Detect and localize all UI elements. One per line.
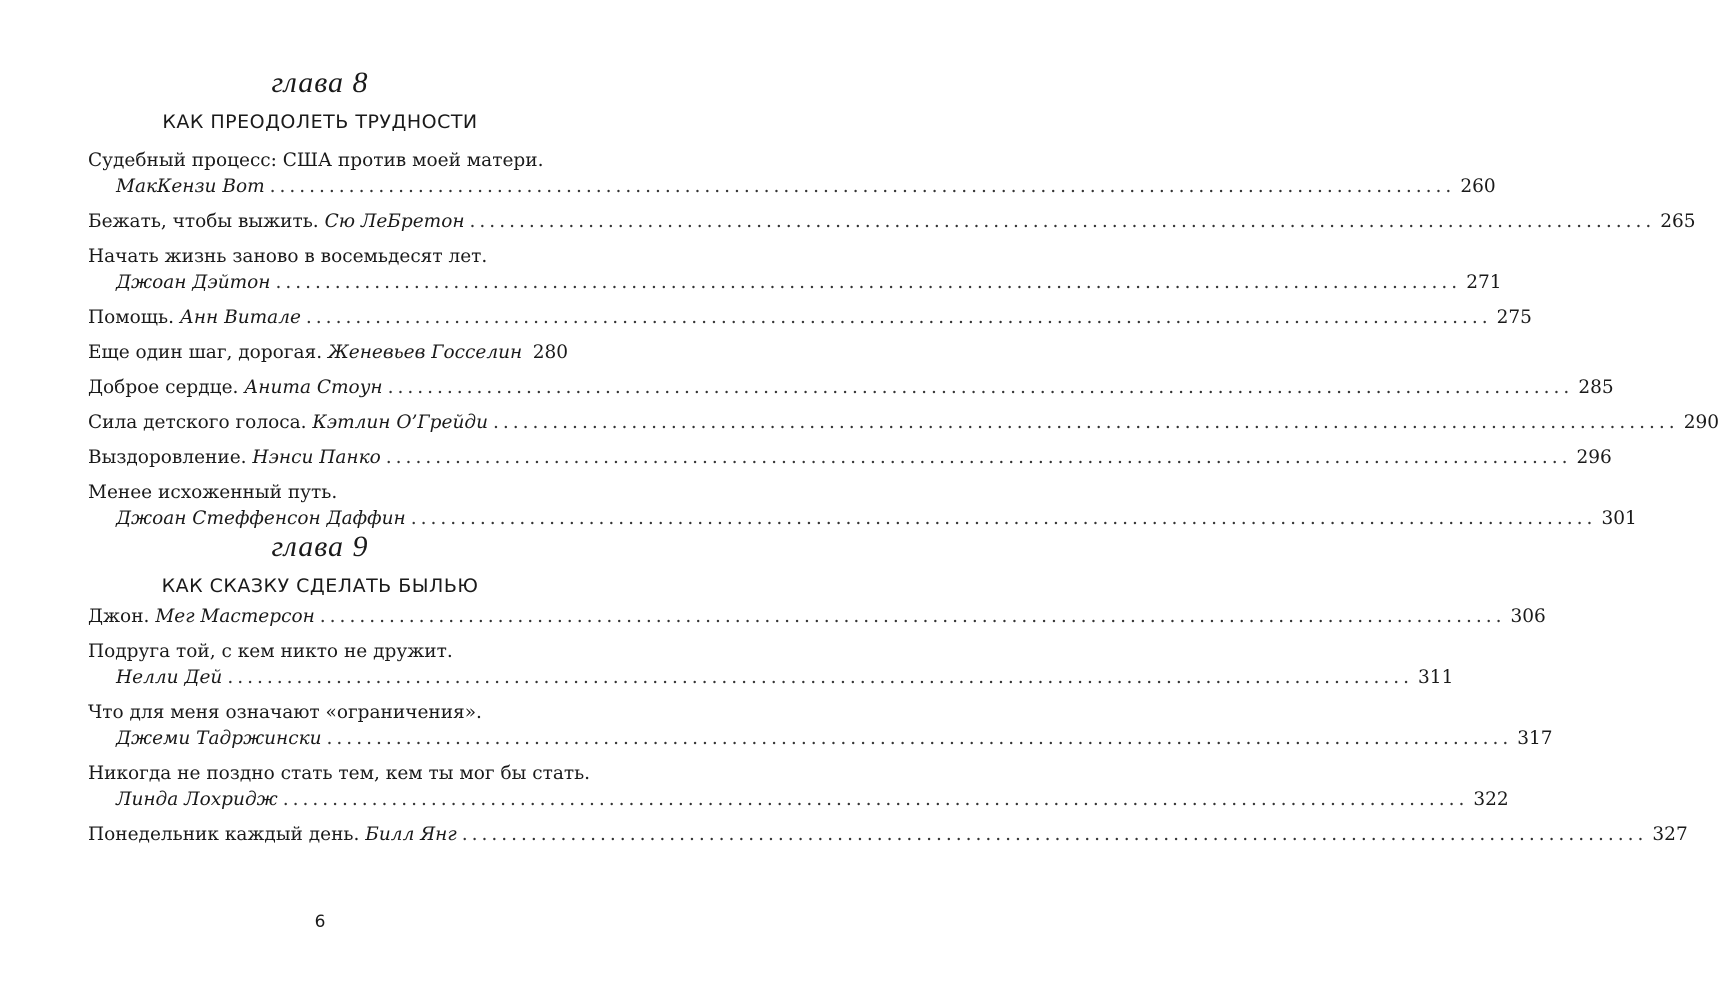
entry-page: 322 [1473, 789, 1509, 810]
entry-title: Сила детского голоса. [88, 412, 307, 433]
leader-dots: ........................................................................................................................ [461, 824, 1648, 845]
chapter-8-toc [88, 148, 1719, 541]
leader-dots: ........................................................................................................................ [282, 789, 1469, 810]
entry-title: Начать жизнь заново в восемьдесят лет. [88, 246, 488, 267]
toc-entry[interactable] [88, 375, 1614, 401]
entry-author: Джоан Дэйтон [116, 272, 271, 293]
toc-entry[interactable] [88, 639, 1454, 691]
entry-page: 317 [1517, 728, 1553, 749]
entry-author: Кэтлин О’Грейди [312, 412, 489, 433]
leader-dots: ........................................................................................................................ [469, 211, 1656, 232]
entry-author: Билл Янг [365, 824, 457, 845]
toc-entry[interactable] [88, 445, 1612, 471]
toc-entry[interactable] [88, 480, 1637, 532]
entry-author: Нелли Дей [116, 667, 223, 688]
entry-author: МакКензи Вот [116, 176, 265, 197]
leader-dots: ........................................................................................................................ [227, 667, 1414, 688]
entry-page: 285 [1578, 377, 1614, 398]
entry-title: Менее исхоженный путь. [88, 482, 338, 503]
entry-author: Нэнси Панко [252, 447, 381, 468]
entry-author: Женевьев Госселин [327, 342, 523, 363]
toc-entry[interactable] [88, 305, 1532, 331]
toc-entry[interactable] [88, 410, 1719, 436]
entry-title: Судебный процесс: США против моей матери. [88, 150, 544, 171]
entry-author: Анн Витале [179, 307, 301, 328]
entry-author: Джеми Тадржински [116, 728, 322, 749]
entry-author: Линда Лохридж [116, 789, 278, 810]
leader-dots: ........................................................................................................................ [275, 272, 1462, 293]
toc-entry[interactable] [88, 148, 1496, 200]
entry-title: Никогда не поздно стать тем, кем ты мог бы стать. [88, 763, 591, 784]
entry-page: 275 [1496, 307, 1532, 328]
toc-entry[interactable] [88, 761, 1509, 813]
entry-page: 280 [532, 342, 568, 363]
entry-title: Понедельник каждый день. [88, 824, 360, 845]
chapter-title: КАК СКАЗКУ СДЕЛАТЬ БЫЛЬЮ [161, 575, 479, 597]
chapter-title: КАК ПРЕОДОЛЕТЬ ТРУДНОСТИ [162, 111, 478, 133]
toc-entry[interactable] [88, 822, 1688, 848]
entry-page: 290 [1683, 412, 1719, 433]
entry-title: Подруга той, с кем никто не дружит. [88, 641, 453, 662]
toc-entry[interactable] [88, 209, 1696, 235]
entry-title: Доброе сердце. [88, 377, 239, 398]
entry-page: 306 [1510, 606, 1546, 627]
entry-page: 260 [1460, 176, 1496, 197]
chapter-label: глава 8 [271, 66, 369, 99]
leader-dots: ........................................................................................................................ [319, 606, 1506, 627]
toc-entry[interactable] [88, 604, 1546, 630]
entry-page: 271 [1466, 272, 1502, 293]
toc-entry[interactable] [88, 700, 1553, 752]
entry-page: 296 [1576, 447, 1612, 468]
entry-title: Выздоровление. [88, 447, 247, 468]
page-number: 6 [314, 912, 326, 932]
chapter-8-header [0, 66, 640, 134]
leader-dots: ........................................................................................................................ [326, 728, 1513, 749]
chapter-label: глава 9 [271, 530, 369, 563]
entry-title: Что для меня означают «ограничения». [88, 702, 482, 723]
leader-dots: ........................................................................................................................ [385, 447, 1572, 468]
leader-dots: ........................................................................................................................ [493, 412, 1679, 433]
entry-page: 301 [1601, 508, 1637, 529]
entry-author: Джоан Стеффенсон Даффин [116, 508, 406, 529]
leader-dots: ........................................................................................................................ [305, 307, 1492, 328]
chapter-9-toc [88, 604, 1688, 857]
toc-entry[interactable] [88, 244, 1502, 296]
entry-title: Еще один шаг, дорогая. [88, 342, 323, 363]
entry-page: 327 [1652, 824, 1688, 845]
toc-entry[interactable] [88, 340, 568, 366]
entry-page: 311 [1418, 667, 1454, 688]
leader-dots: ........................................................................................................................ [387, 377, 1574, 398]
entry-title: Помощь. [88, 307, 174, 328]
entry-author: Сю ЛеБретон [324, 211, 465, 232]
leader-dots: ........................................................................................................................ [410, 508, 1597, 529]
entry-author: Мег Мастерсон [155, 606, 315, 627]
entry-title: Джон. [88, 606, 150, 627]
chapter-9-header [0, 530, 640, 598]
entry-author: Анита Стоун [244, 377, 383, 398]
entry-page: 265 [1660, 211, 1696, 232]
leader-dots: ........................................................................................................................ [269, 176, 1456, 197]
entry-title: Бежать, чтобы выжить. [88, 211, 319, 232]
